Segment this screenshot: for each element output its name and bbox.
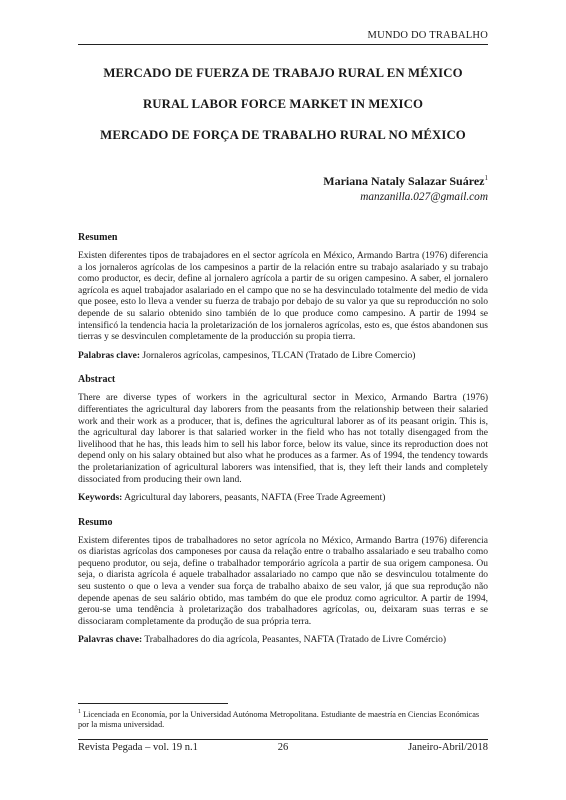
running-head: MUNDO DO TRABALHO	[78, 30, 488, 45]
footer-divider	[78, 739, 488, 740]
abstract-keywords	[78, 493, 488, 505]
title-english: RURAL LABOR FORCE MARKET IN MEXICO	[142, 97, 424, 111]
resumen-keywords-text: Jornaleros agrícolas, campesinos, TLCAN (Tratado de Libre Comercio)	[140, 350, 416, 361]
resumen-keywords-label: Palabras clave:	[78, 350, 141, 361]
resumo-keywords	[78, 635, 488, 647]
abstract-heading: Abstract	[78, 374, 116, 386]
author-email: manzanilla.027@gmail.com	[360, 191, 488, 203]
footnote-mark: 1	[78, 709, 81, 715]
title-portuguese: MERCADO DE FORÇA DE TRABALHO RURAL NO MÉXICO	[100, 128, 466, 142]
abstract-body: There are diverse types of workers in the agricultural sector in Mexico, Armando Bartra (1976) differentiates the agricultural day laborers from the peasants from the relationship between their salaried work and their work as a producer, that is, defines the agricultural laborer as of its peasant origin. This is, the agricultural day laborer is that salaried worker in the field who has not totally disengaged from the livelihood that he has, this leads him to sell his labor force, below its value, since its reproduction does not depend only on his salary obtained but also what he produces as a farmer. As of 1994, the tendency towards the proletarianization of agricultural laborers was intensified, that is, they left their lands and completely dissociated from producing their own land.	[78, 393, 488, 485]
author-footnote-mark: 1	[484, 174, 488, 182]
resumo-heading: Resumo	[78, 516, 113, 528]
resumen-keywords	[78, 351, 488, 363]
title-spanish: MERCADO DE FUERZA DE TRABAJO RURAL EN MÉXICO	[103, 66, 463, 80]
abstracts	[78, 232, 488, 659]
footer-journal: Revista Pegada – vol. 19 n.1	[78, 742, 198, 753]
resumo-keywords-text: Trabalhadores do dia agrícola, Peasantes, NAFTA (Tratado de Livre Comércio)	[142, 635, 446, 646]
author-name	[323, 174, 488, 189]
footer-date: Janeiro-Abril/2018	[408, 742, 488, 753]
abstract-keywords-text: Agricultural day laborers, peasants, NAFTA (Free Trade Agreement)	[122, 493, 386, 504]
resumen-heading: Resumen	[78, 232, 118, 243]
footnote-divider	[78, 703, 228, 704]
resumo-keywords-label: Palavras chave:	[78, 635, 143, 646]
title-block	[78, 66, 488, 159]
author-name-text: Mariana Nataly Salazar Suárez	[323, 174, 485, 188]
abstract-keywords-label: Keywords:	[78, 493, 123, 504]
resumo-body: Existem diferentes tipos de trabalhadores no setor agrícola no México, Armando Bartra (1976) diferencia os diaristas agrícolas dos camponeses por causa da relação entre o trabalho assalariado e seu trabalho como pequeno produtor, ou seja, define o trabalhador temporário agrícola a partir de sua origem camponesa. Ou seja, o diarista agrícola é aquele trabalhador assalariado no campo que não se desvinculou totalmente do seu sustento o que o leva a vender sua força de trabalho abaixo de seu valor, já que sua reprodução não depende apenas de seu salário obtido, mas também do que ele produz como agricultor. A partir de 1994, gerou-se uma tendência à proletarização dos trabalhadores agrícolas, ou, deixaram suas terras e se dissociaram completamente da produção de sua própria terra.	[78, 535, 488, 627]
footer-page-number: 26	[277, 742, 289, 753]
footnote	[78, 707, 488, 731]
footnote-text: Licenciada en Economía, por la Universidad Autónoma Metropolitana. Estudiante de maestría en Ciencias Económicas por la misma universidad.	[78, 709, 480, 730]
author-block	[323, 174, 488, 203]
resumen-body: Existen diferentes tipos de trabajadores en el sector agrícola en México, Armando Bartra (1976) diferencia a los jornaleros agrícolas de los campesinos a partir de la relación entre su trabajo asalariado y su trabajo como productor, es decir, define al jornalero agrícola a partir de su origen campesino. A saber, el jornalero agrícola es aquel trabajador asalariado en el campo que no se ha desvinculado totalmente del medio de vida que posee, esto lo lleva a vender su fuerza de trabajo por debajo de su valor ya que su reproducción no solo depende de su salario obtenido sino también de lo que produce como campesino. A partir de 1994 se intensificó la tendencia hacia la proletarización de los jornaleros agrícolas, esto es, que éstos abandonen sus tierras y se desvinculen completamente de la producción su propia tierra.	[78, 251, 488, 343]
